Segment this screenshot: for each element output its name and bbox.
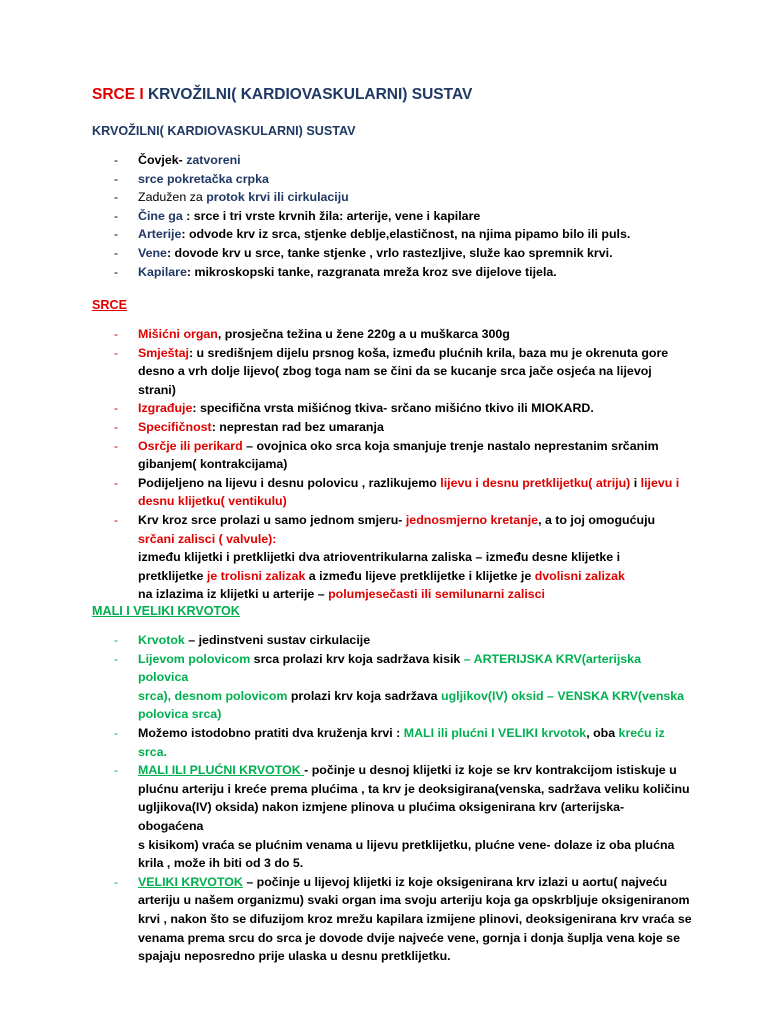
item-text-cont: između klijetki i pretklijetki dva atrioventrikularna zaliska – između desne klijetke i: [138, 550, 621, 565]
list-krvotok: [92, 631, 692, 966]
item-text: Čovjek-: [138, 153, 187, 167]
item-highlight: Specifičnost: [138, 419, 212, 434]
item-text-cont: desno a vrh dolje lijevo( zbog toga nam se čini da se kucanje srca jače osjeća na lijevoj strani): [138, 364, 652, 397]
list-krvozilni: [92, 151, 692, 281]
bullet-dash: -: [114, 171, 119, 186]
item-text: : u središnjem dijelu prsnog koša, između plućnih krila, baza mu je okrenuta gore: [188, 345, 669, 360]
item-highlight: srčani zalisci ( valvule):: [138, 531, 277, 546]
list-item: [92, 188, 692, 207]
item-text: srca prolazi krv koja sadržava kisik: [250, 651, 464, 666]
item-text: : neprestan rad bez umaranja: [211, 419, 384, 434]
list-srce: [92, 325, 692, 604]
list-item: [92, 344, 692, 400]
item-text: , a to joj omogućuju: [538, 512, 656, 527]
list-item: [92, 474, 692, 511]
item-highlight: Mišićni organ: [138, 327, 218, 341]
item-highlight: zatvoreni: [186, 153, 241, 167]
bullet-dash: -: [114, 512, 119, 527]
item-text: – ovojnica oko srca koja smanjuje trenje nastalo neprestanim srčanim: [242, 438, 659, 453]
item-text: : odvode krv iz srca, stjenke deblje,elastičnost, na njima pipamo bilo ili puls.: [181, 227, 631, 242]
item-highlight: Osrčje ili perikard: [138, 438, 243, 453]
list-item: [92, 437, 692, 474]
section-heading-srce: SRCE: [92, 298, 127, 312]
list-item: [92, 244, 692, 263]
item-highlight: jednosmjerno kretanje: [405, 512, 539, 527]
bullet-dash: -: [114, 725, 119, 740]
list-item: [92, 650, 692, 724]
item-highlight: lijevu i: [640, 475, 680, 490]
item-text: Možemo istodobno pratiti dva kruženja krvi :: [138, 725, 404, 740]
item-highlight: srca.: [138, 744, 167, 759]
list-item: [92, 631, 692, 650]
list-item: [92, 263, 692, 282]
bullet-dash: -: [114, 438, 119, 453]
item-highlight: Izgrađuje: [138, 401, 193, 416]
list-item: [92, 225, 692, 244]
section-heading-krvotok: MALI I VELIKI KRVOTOK: [92, 604, 240, 618]
item-highlight: Smještaj: [138, 345, 189, 360]
bullet-dash: -: [114, 227, 119, 242]
item-highlight: ugljikov(IV) oksid – VENSKA KRV(venska: [441, 688, 685, 703]
item-text-cont: na izlazima iz klijetki u arterije –: [138, 587, 329, 602]
item-text-cont: arteriju u našem organizmu) svaki organ ima svoju arteriju koja ga opskrbljuje oksigeniranom: [138, 893, 690, 908]
item-highlight: protok krvi ili cirkulaciju: [206, 190, 349, 205]
bullet-dash: -: [114, 651, 119, 666]
item-text: Krv kroz srce prolazi u samo jednom smjeru-: [138, 512, 406, 527]
bullet-dash: -: [114, 874, 119, 889]
item-highlight: polovica srca): [138, 707, 222, 722]
list-item: [92, 207, 692, 226]
item-highlight: Arterije: [138, 227, 182, 242]
item-highlight: polumjesečasti ili semilunarni zalisci: [328, 587, 545, 602]
item-text: i: [630, 475, 641, 490]
item-text-cont: ugljikova(IV) oksida) nakon izmjene plinova u plućima oksigenirana krv (arterijska- obogaćena: [138, 800, 625, 833]
item-text: , prosječna težina u žene 220g a u muškarca 300g: [217, 327, 510, 341]
document-title: [92, 86, 472, 104]
item-highlight: lijevu i desnu pretklijetku( atriju): [440, 475, 631, 490]
item-highlight: VELIKI KRVOTOK: [138, 874, 243, 889]
list-item: [92, 418, 692, 437]
item-text-cont: venama prema srcu do srca je dovode dvije najveće vene, gornja i donja šuplja vena koje se: [138, 930, 680, 945]
item-highlight: Čine ga: [138, 208, 183, 223]
item-highlight: – ARTERIJSKA KRV(arterijska polovica: [138, 651, 641, 685]
bullet-dash: -: [114, 245, 119, 260]
item-text: : dovode krv u srce, tanke stjenke , vrlo rastezljive, služe kao spremnik krvi.: [166, 245, 613, 260]
item-text-cont: s kisikom) vraća se plućnim venama u lijevu pretklijetku, plućne vene- dolaze iz oba plućna: [138, 837, 675, 852]
bullet-dash: -: [114, 633, 119, 647]
item-highlight: je trolisni zalizak: [206, 568, 306, 583]
list-item: [92, 325, 692, 344]
item-highlight: Lijevom polovicom: [138, 651, 251, 666]
list-item: [92, 151, 692, 170]
list-item: [92, 399, 692, 418]
item-text-cont: gibanjem( kontrakcijama): [138, 457, 288, 472]
item-text: - počinje u desnoj klijetki iz koje se krv kontrakcijom istiskuje u: [304, 763, 677, 778]
item-text: , oba: [586, 725, 619, 740]
bullet-dash: -: [114, 345, 119, 360]
item-text: prolazi krv koja sadržava: [287, 688, 442, 703]
item-text-cont: plućnu arteriju i kreće prema plućima , ta krv je deoksigirana(venska, sadržava veliku količinu: [138, 781, 690, 796]
item-highlight: desnu klijetku( ventikulu): [138, 494, 287, 509]
list-item: [92, 170, 692, 189]
item-highlight: MALI ili plućni I VELIKI krvotok: [403, 725, 587, 740]
item-highlight: MALI ILI PLUĆNI KRVOTOK: [138, 763, 305, 778]
bullet-dash: -: [114, 327, 119, 341]
bullet-dash: -: [114, 475, 119, 490]
item-text: – počinje u lijevoj klijetki iz koje oksigenirana krv izlazi u aortu( najveću: [242, 874, 668, 889]
item-text: : srce i tri vrste krvnih žila: arterije, vene i kapilare: [182, 208, 481, 223]
item-text: a između lijeve pretklijetke i klijetke je: [305, 568, 535, 583]
item-highlight: dvolisni zalizak: [534, 568, 625, 583]
list-item: [92, 724, 692, 761]
item-highlight: kreću iz: [618, 725, 665, 740]
item-text: : mikroskopski tanke, razgranata mreža kroz sve dijelove tijela.: [186, 264, 557, 279]
item-text-cont: pretklijetke: [138, 568, 207, 583]
item-text: – jedinstveni sustav cirkulacije: [184, 633, 371, 647]
bullet-dash: -: [114, 153, 119, 167]
bullet-dash: -: [114, 763, 119, 778]
bullet-dash: -: [114, 264, 119, 279]
bullet-dash: -: [114, 190, 119, 205]
list-item: [92, 873, 692, 966]
section-heading-krvozilni: KRVOŽILNI( KARDIOVASKULARNI) SUSTAV: [92, 124, 356, 138]
item-highlight: srca), desnom polovicom: [138, 688, 288, 703]
item-highlight: Kapilare: [138, 264, 187, 279]
bullet-dash: -: [114, 401, 119, 416]
item-text-cont: krvi , nakon što se difuzijom kroz mrežu kapilara izmijene plinovi, deoksigenirana krv vraća se: [138, 911, 692, 926]
list-item: [92, 761, 692, 873]
title-part-srce: SRCE I: [92, 86, 148, 103]
bullet-dash: -: [114, 419, 119, 434]
item-text: : specifična vrsta mišićnog tkiva- srčano mišićno tkivo ili MIOKARD.: [192, 401, 594, 416]
item-text-cont: spajaju neposredno prije ulaska u desnu pretklijetku.: [138, 949, 451, 964]
item-highlight: srce pokretačka crpka: [138, 171, 269, 186]
item-text: Podijeljeno na lijevu i desnu polovicu , razlikujemo: [138, 475, 441, 490]
list-item: [92, 511, 692, 604]
title-part-sustav: KRVOŽILNI( KARDIOVASKULARNI) SUSTAV: [147, 86, 473, 103]
item-highlight: Krvotok: [138, 633, 185, 647]
item-text-cont: krila , može ih biti od 3 do 5.: [138, 856, 304, 871]
item-text: Zadužen za: [138, 190, 207, 205]
item-highlight: Vene: [138, 245, 167, 260]
bullet-dash: -: [114, 208, 119, 223]
